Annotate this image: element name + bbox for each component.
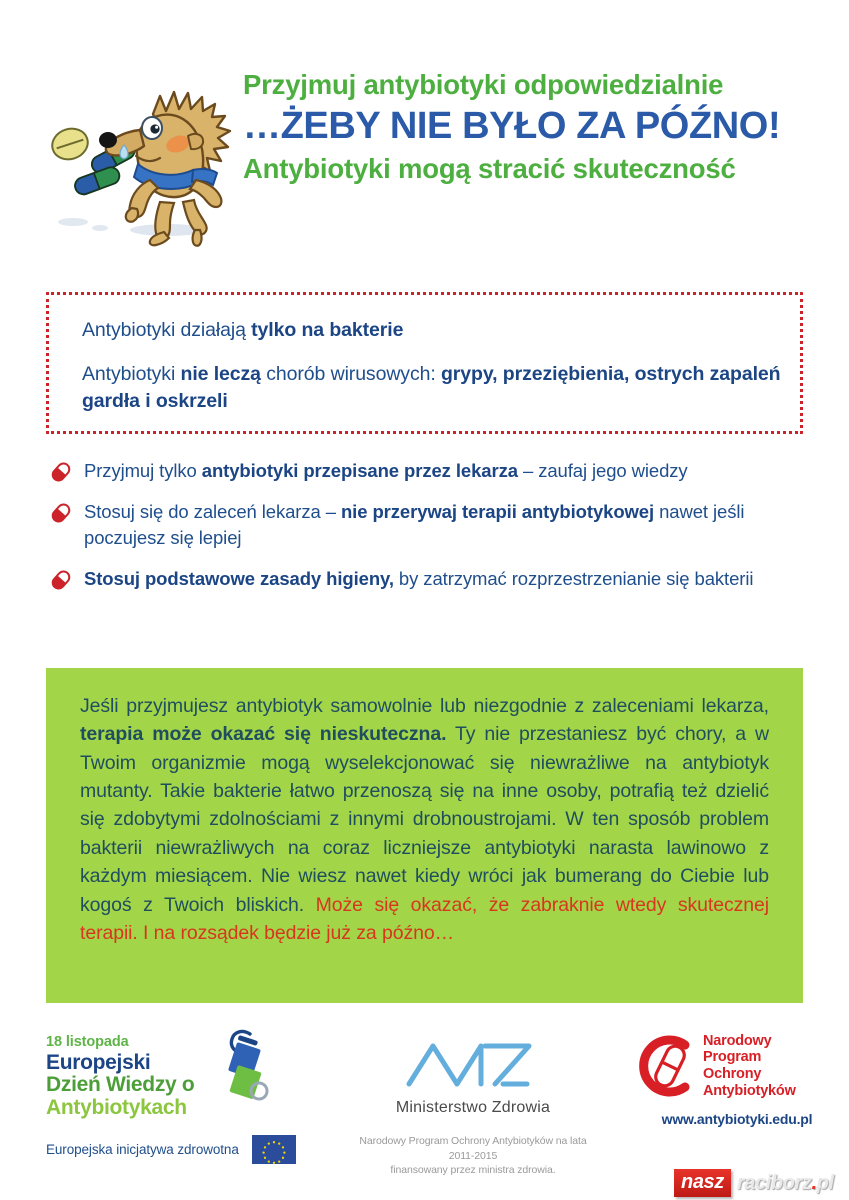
red-capsule-pill-icon — [50, 501, 72, 525]
list-item-text — [84, 499, 826, 552]
fact-2-plain-2: chorób wirusowych: — [260, 362, 441, 385]
headline-block — [243, 70, 833, 184]
list-item-text — [84, 566, 826, 593]
ministry-caption — [358, 1134, 588, 1178]
ministry-caption-line-1: Narodowy Program Ochrony Antybiotyków na lata 2011-2015 — [359, 1135, 587, 1162]
warning-red-part: Może się okazać, że zabraknie wtedy skutecznej terapii. I na rozsądek będzie już za późno… — [80, 893, 770, 944]
watermark-box-text: nasz — [674, 1169, 731, 1197]
eaad-line-2: Dzień Wiedzy o — [46, 1073, 195, 1097]
advice-list — [46, 458, 826, 593]
poster-header — [0, 0, 849, 250]
ministry-caption-line-2: finansowany przez ministra zdrowia. — [390, 1164, 556, 1177]
advice-1-plain-2: – zaufaj jego wiedzy — [517, 460, 688, 481]
facts-box — [46, 292, 803, 434]
warning-text — [80, 692, 769, 947]
npoa-logo — [637, 1032, 837, 1127]
red-arc-capsule-logo-icon — [637, 1032, 699, 1100]
eaad-date: 18 listopada — [46, 1034, 129, 1050]
npoa-url[interactable]: www.antybiotyki.edu.pl — [661, 1111, 813, 1127]
npoa-word-3: Ochrony — [703, 1066, 762, 1082]
fact-2-plain-1: Antybiotyki — [82, 362, 181, 385]
list-item — [46, 458, 826, 485]
eaad-line-3: Antybiotykach — [46, 1095, 187, 1119]
fact-line-2 — [82, 361, 800, 416]
watermark-rest — [737, 1172, 834, 1195]
syringe-icon — [208, 1028, 278, 1110]
headline-line-3: Antybiotyki mogą stracić skuteczność — [243, 152, 736, 184]
advice-1-bold: antybiotyki przepisane przez lekarza — [201, 460, 518, 481]
watermark-domain: raciborz — [736, 1171, 812, 1194]
fact-1-plain: Antybiotyki działają — [82, 319, 252, 341]
eaad-subtitle: Europejska inicjatywa zdrowotna — [46, 1141, 239, 1157]
fact-2-bold-2: grypy, przeziębienia, ostrych zapaleń gardła i oskrzeli — [82, 362, 781, 413]
watermark-tld: pl — [816, 1171, 834, 1194]
headline-line-1: Przyjmuj antybiotyki odpowiedzialnie — [243, 69, 724, 100]
npoa-word-2: Program — [703, 1049, 762, 1066]
npoa-wordmark — [703, 1033, 796, 1099]
site-watermark — [674, 1167, 834, 1199]
fact-1-bold: tylko na bakterie — [251, 319, 404, 341]
eaad-logo — [46, 1034, 316, 1164]
european-union-flag-icon — [252, 1135, 296, 1164]
advice-3-bold: Stosuj podstawowe zasady higieny, — [84, 567, 394, 589]
advice-2-bold: nie przerywaj terapii antybiotykowej — [340, 500, 655, 522]
list-item — [46, 499, 826, 552]
headline-line-2: …ŻEBY NIE BYŁO ZA PÓŹNO! — [243, 104, 781, 147]
npoa-word-4: Antybiotyków — [703, 1082, 796, 1099]
advice-3-plain-2: by zatrzymać rozprzestrzenianie się bakterii — [393, 567, 754, 589]
advice-2-plain-1: Stosuj się do zaleceń lekarza – — [84, 500, 341, 522]
list-item — [46, 566, 826, 593]
warning-bold: terapia może okazać się nieskuteczna. — [80, 723, 447, 746]
npoa-word-1: Narodowy — [703, 1032, 772, 1049]
advice-1-plain-1: Przyjmuj tylko — [84, 460, 202, 481]
advice-2-plain-2: nawet jeśli poczujesz się lepiej — [84, 500, 745, 549]
warning-part-2: Ty nie przestaniesz być chory, a w Twoim organizmie mogą wyselekcjonować się niewrażliwe na antybiotyk mutanty. Takie bakterie łatwo przenoszą się na inne osoby, potrafią też dzielić się zdobytymi zdolnościami z innymi drobnoustrojami. W ten sposób problem bakterii niewrażliwych na coraz liczniejsze antybiotyki narasta lawinowo z każdym miesiącem. Nie wiesz nawet kiedy wróci jak bumerang do Ciebie lub kogoś z Twoich bliskich. — [80, 723, 769, 916]
fact-line-1 — [82, 317, 800, 345]
warning-part-1: Jeśli przyjmujesz antybiotyk samowolnie lub niezgodnie z zaleceniami lekarza, — [80, 695, 769, 717]
fact-2-bold-1: nie leczą — [180, 362, 261, 385]
running-hedgehog-with-pills-illustration — [28, 52, 253, 247]
watermark-dot: . — [811, 1171, 817, 1194]
warning-box — [46, 668, 803, 1003]
red-capsule-pill-icon — [50, 568, 72, 592]
poster-footer — [0, 1012, 849, 1200]
mz-zigzag-logo-icon — [403, 1034, 543, 1092]
npoa-main-row — [637, 1032, 837, 1100]
eaad-line-1: Europejski — [46, 1051, 151, 1074]
eaad-subtitle-row — [46, 1135, 316, 1164]
ministry-of-health-logo — [358, 1034, 588, 1178]
list-item-text — [84, 458, 826, 485]
ministry-name: Ministerstwo Zdrowia — [395, 1099, 551, 1116]
red-capsule-pill-icon — [50, 460, 72, 484]
